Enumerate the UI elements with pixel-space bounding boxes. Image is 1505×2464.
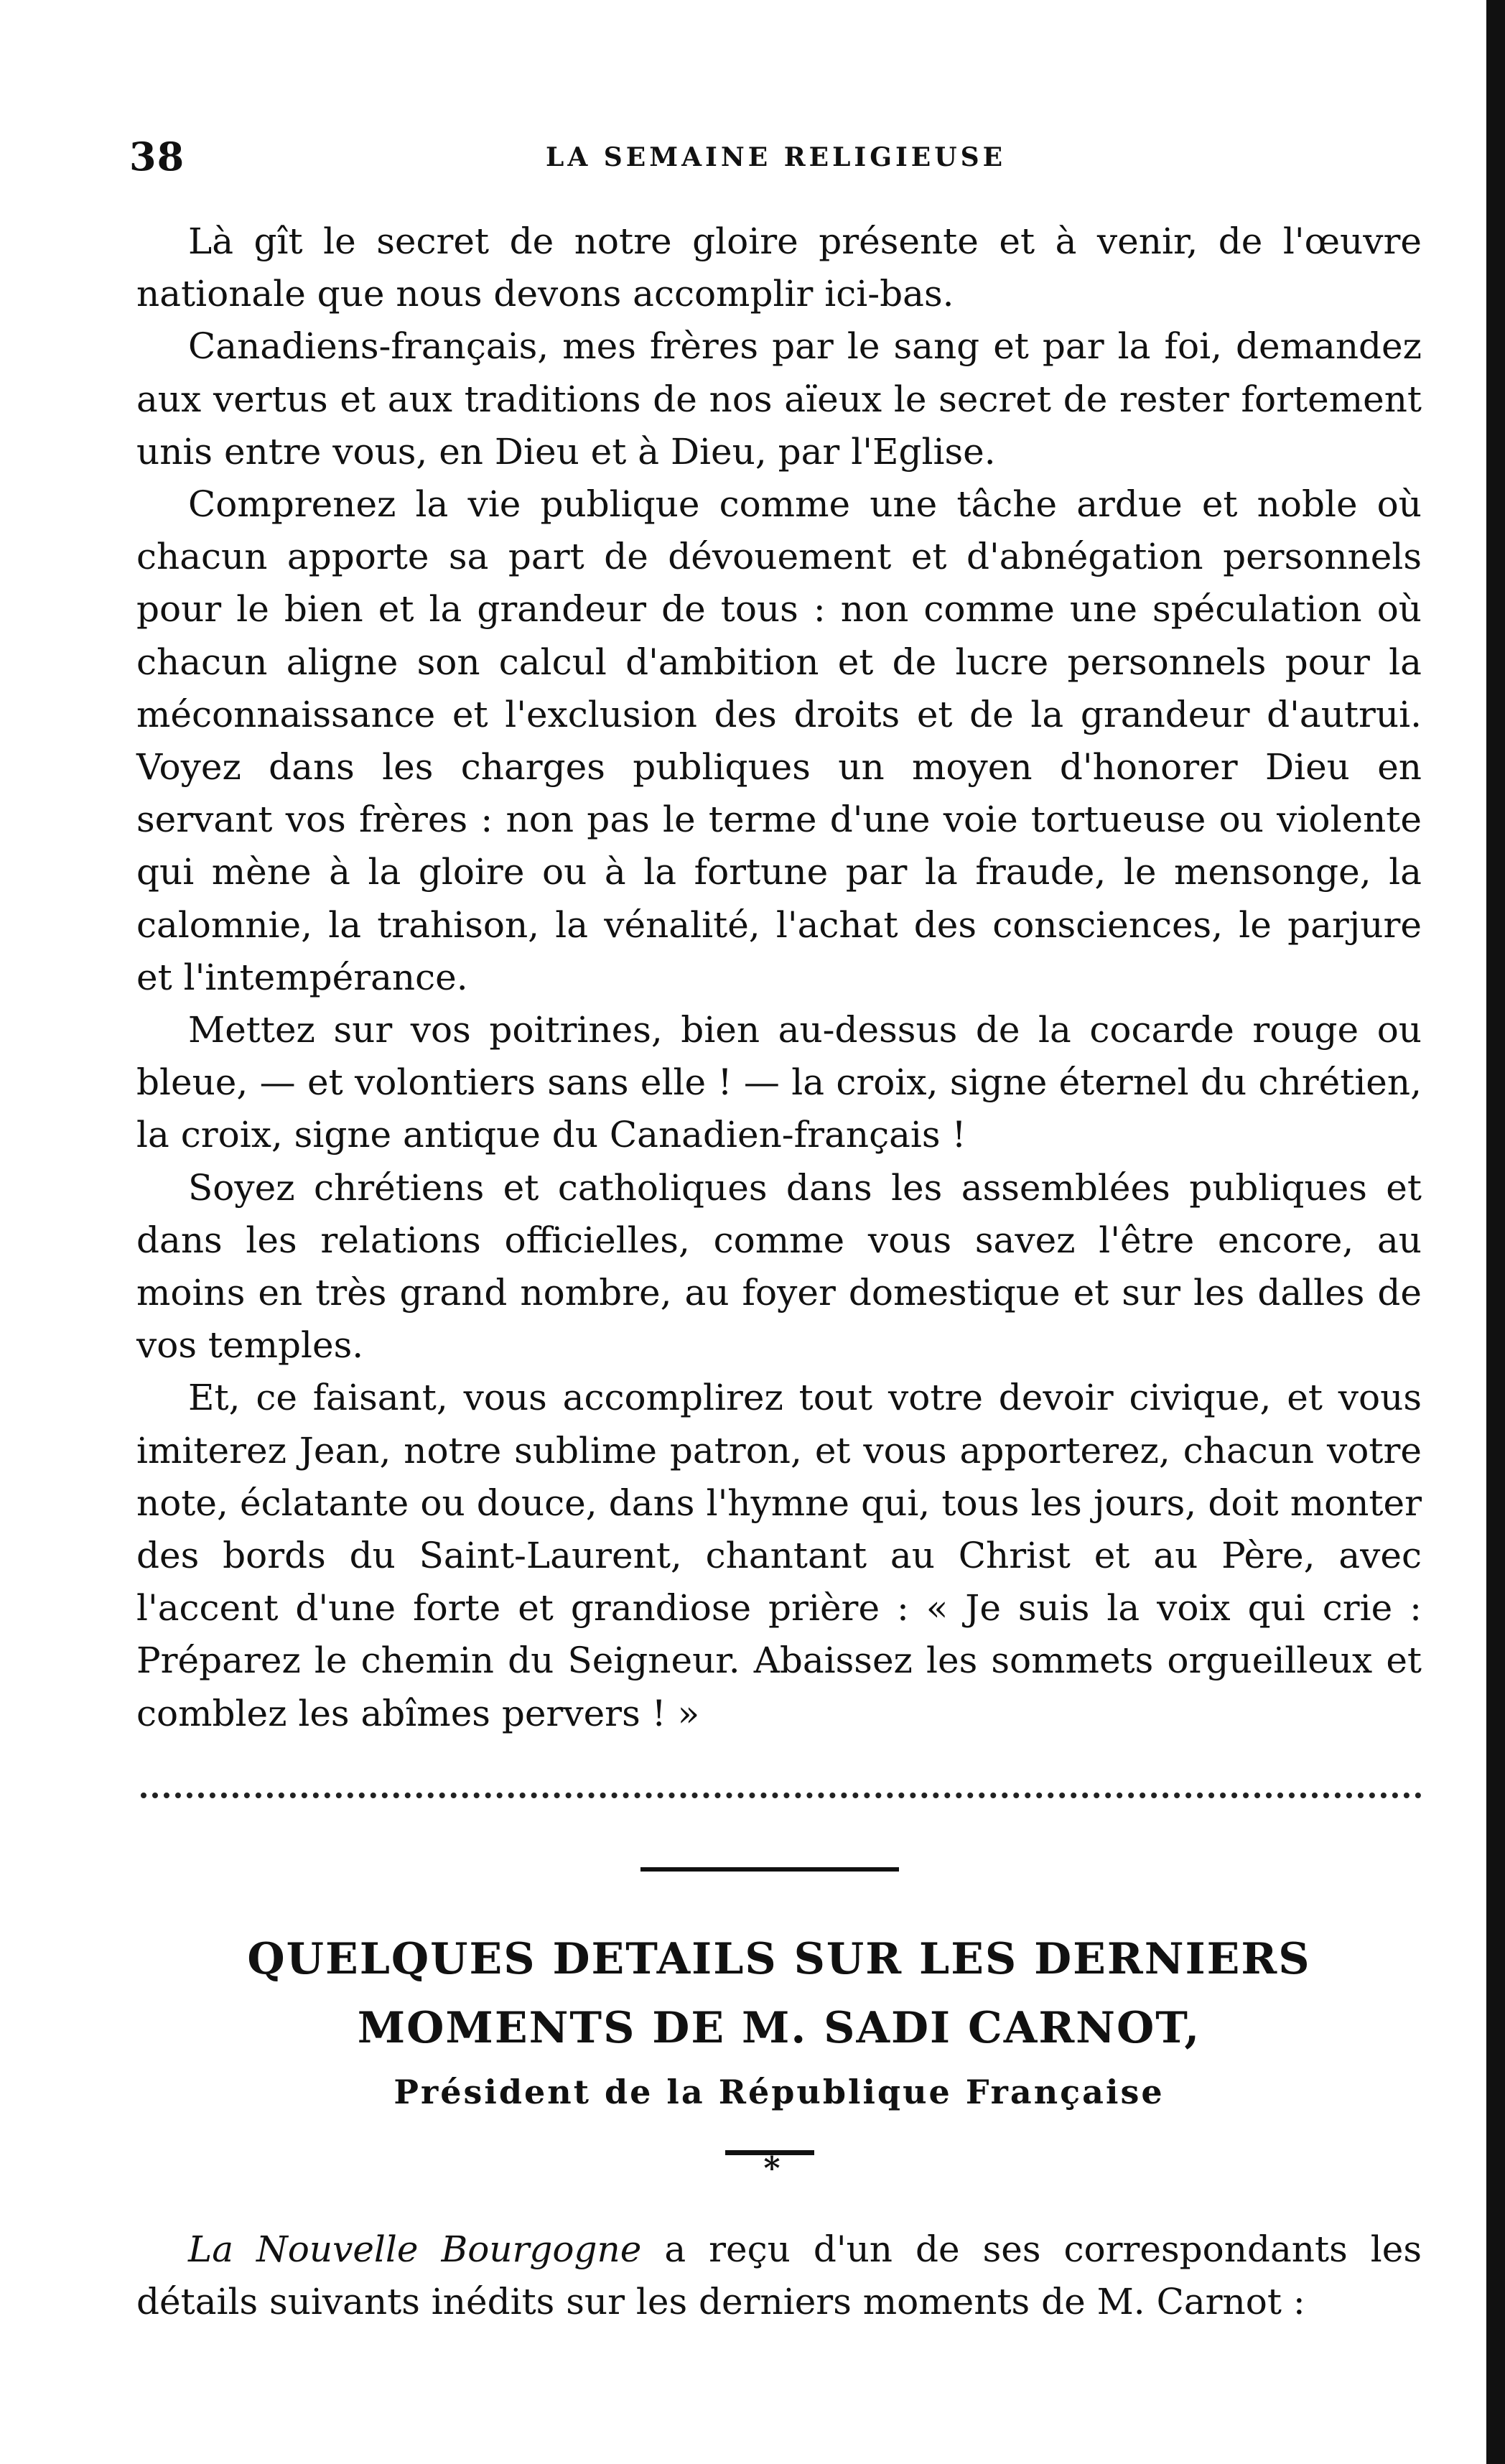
article-title-line-1: QUELQUES DETAILS SUR LES DERNIERS: [247, 1934, 1311, 1984]
paragraph-5: Soyez chrétiens et catholiques dans les assemblées publiques et dans les relations officielles, comme vous savez l'être encore, au moins en très grand nombre, au foyer domestique et sur les dalles de vos temples.: [136, 1166, 1422, 1367]
article-intro: [136, 2223, 1422, 2328]
asterisk-ornament: *: [763, 2150, 781, 2187]
paragraph-1: Là gît le secret de notre gloire présente et à venir, de l'œuvre nationale que nous devons accomplir ici-bas.: [136, 220, 1422, 315]
paragraph-6: Et, ce faisant, vous accomplirez tout votre devoir civique, et vous imiterez Jean, notre sublime patron, et vous apporterez, chacun votre note, éclatante ou douce, dans l'hymne qui, tous les jours, doit monter des bords du Saint-Laurent, chantant au Christ et au Père, avec l'accent d'une forte et grandiose prière : « Je suis la voix qui crie : Préparez le chemin du Seigneur. Abaissez les sommets orgueilleux et comblez les abîmes pervers ! »: [136, 1377, 1422, 1734]
paragraph-3: Comprenez la vie publique comme une tâche ardue et noble où chacun apporte sa part de dévouement et d'abnégation personnels pour le bien et la grandeur de tous : non comme une spéculation où chacun aligne son calcul d'ambition et de lucre personnels pour la méconnaissance et l'exclusion des droits et de la grandeur d'autrui. Voyez dans les charges publiques un moyen d'honorer Dieu en servant vos frères : non pas le terme d'une voie tortueuse ou violente qui mène à la gloire ou à la fortune par la fraude, le mensonge, la calomnie, la trahison, la vénalité, l'achat des consciences, le parjure et l'intempérance.: [136, 483, 1422, 998]
page-edge-gap: [1482, 0, 1486, 2464]
running-head: [129, 134, 1422, 184]
paragraph-2: Canadiens-français, mes frères par le sang et par la foi, demandez aux vertus et aux traditions de nos aïeux le secret de rester fortement unis entre vous, en Dieu et à Dieu, par l'Eglise.: [136, 325, 1422, 473]
article-subtitle: Président de la République Française: [393, 2073, 1165, 2111]
page-number: 38: [129, 134, 185, 180]
article-title: [136, 1925, 1422, 2063]
article-intro-text: a reçu d'un de ses correspondants les détails suivants inédits sur les derniers moments de M. Carnot :: [136, 2228, 1422, 2323]
journal-title: LA SEMAINE RELIGIEUSE: [546, 142, 1007, 172]
article-intro-paragraph: [136, 2223, 1422, 2328]
section-rule: [640, 1867, 899, 1872]
publication-name: La Nouvelle Bourgogne: [188, 2228, 642, 2270]
article-title-line-2: MOMENTS DE M. SADI CARNOT,: [357, 2003, 1201, 2053]
dotted-separator: [141, 1793, 1422, 1798]
paragraph-4: Mettez sur vos poitrines, bien au-dessus de la cocarde rouge ou bleue, — et volontiers sans elle ! — la croix, signe éternel du chrétien, la croix, signe antique du Canadien-français !: [136, 1009, 1422, 1156]
main-text: [136, 215, 1422, 1740]
page-edge-border: [1486, 0, 1505, 2464]
